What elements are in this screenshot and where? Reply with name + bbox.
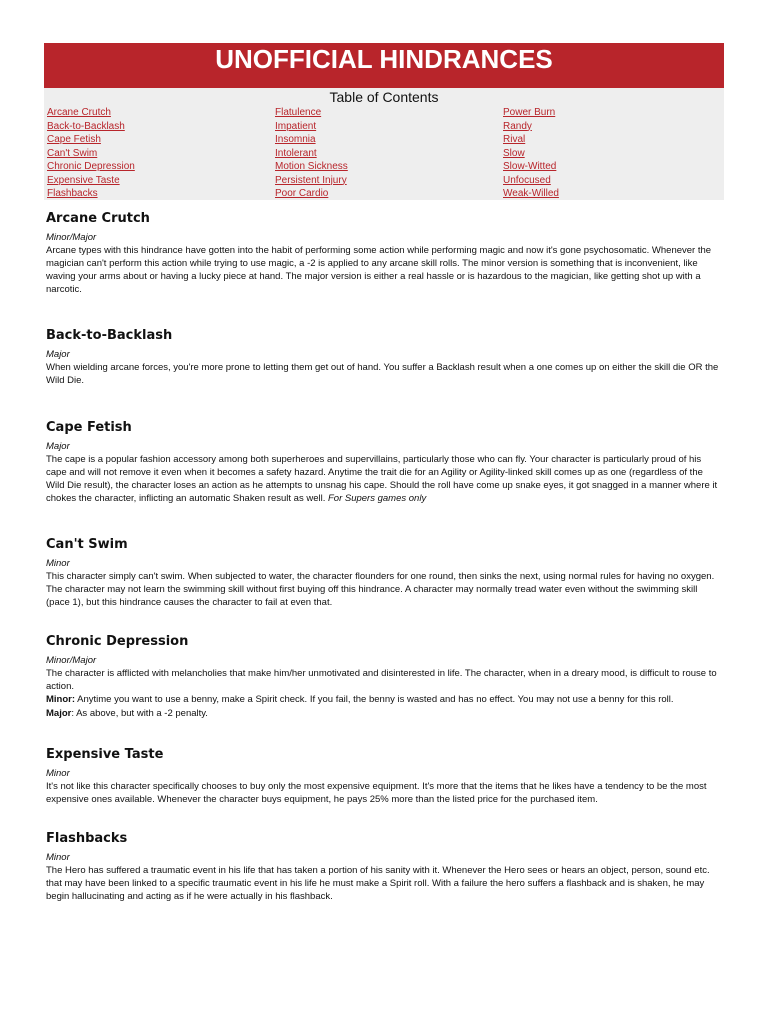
hindrance-entry	[46, 830, 722, 903]
minor-text: Anytime you want to use a benny, make a Spirit check. If you fail, the benny is wasted and has no effect. You may not use a benny for this roll.	[75, 694, 674, 706]
hindrance-severity: Minor/Major	[46, 655, 97, 667]
hindrance-text: The cape is a popular fashion accessory among both superheroes and supervillains, particularly those who can fly. Your character is particularly proud of his cape and will not remove it even when it becomes a safety hazard. Anytime the trait die for an Agility or Agility-linked skill comes up as one (regardless of the Wild Die result), the character loses an action as he attempts to unsnag his cape. Should the roll have come up snake eyes, it got snagged in a manner where it chokes the character, inflicting an automatic Shaken result as well.	[46, 453, 718, 504]
toc-link[interactable]: Can't Swim	[47, 147, 98, 159]
toc-link[interactable]: Insomnia	[275, 134, 316, 145]
toc-link[interactable]: Slow	[503, 147, 525, 159]
hindrance-severity: Minor	[46, 767, 70, 779]
hindrance-entry	[46, 210, 722, 296]
toc-link[interactable]: Flatulence	[275, 107, 322, 118]
toc-link[interactable]: Expensive Taste	[47, 174, 120, 186]
toc-link[interactable]: Power Burn	[503, 107, 556, 118]
hindrance-heading: Flashbacks	[46, 830, 128, 846]
hindrance-heading: Arcane Crutch	[46, 211, 150, 226]
toc-link[interactable]: Flashbacks	[47, 188, 98, 199]
toc-link[interactable]: Back-to-Backlash	[47, 120, 125, 132]
hindrance-severity: Minor	[46, 557, 70, 569]
hindrance-description: When wielding arcane forces, you're more prone to letting them get out of hand. You suffer a Backlash result when a one comes up on either the skill die OR the Wild Die.	[46, 362, 719, 387]
hindrance-entry	[46, 633, 722, 719]
toc-link[interactable]: Arcane Crutch	[47, 107, 111, 118]
minor-label: Minor:	[46, 694, 76, 706]
hindrance-heading: Back-to-Backlash	[46, 328, 173, 344]
major-text: : As above, but with a -2 penalty.	[71, 707, 208, 719]
hindrance-description: This character simply can't swim. When subjected to water, the character flounders for one round, then sinks the next, using normal rules for having no oxygen. The character may not learn the swimming skill without first buying off this hindrance. A character may normally tread water even without the swimming skill (pace 1), but this hindrance causes the character to fail at even that.	[46, 570, 715, 609]
page-title: UNOFFICIAL HINDRANCES	[215, 44, 553, 74]
hindrance-list	[46, 210, 722, 903]
toc-link[interactable]: Weak-Willed	[503, 188, 559, 199]
toc-column-2	[275, 106, 475, 201]
toc-link[interactable]: Intolerant	[275, 147, 317, 159]
hindrance-heading: Can't Swim	[46, 536, 128, 552]
page-title-banner	[44, 43, 724, 88]
hindrance-entry	[46, 746, 722, 806]
hindrance-description: It's not like this character specifically chooses to buy only the most expensive equipment. It's more that the items that he likes have a tendency to be the most expensive ones available. Whenever the character buys equipment, he pays 25% more than the listed price for the purchased item.	[46, 780, 707, 805]
toc-link[interactable]: Persistent Injury	[275, 174, 347, 186]
toc-link[interactable]: Chronic Depression	[47, 161, 135, 172]
hindrance-severity: Major	[46, 349, 70, 361]
toc-link[interactable]: Cape Fetish	[47, 134, 101, 145]
toc-link[interactable]: Poor Cardio	[275, 188, 329, 199]
hindrance-note: For Supers games only	[327, 492, 427, 504]
toc-link[interactable]: Randy	[503, 120, 532, 132]
hindrance-description	[46, 453, 722, 505]
table-of-contents	[44, 88, 724, 200]
hindrance-entry	[46, 327, 722, 387]
hindrance-heading: Chronic Depression	[46, 634, 189, 650]
hindrance-heading: Cape Fetish	[46, 419, 132, 435]
hindrance-major-rule	[46, 707, 722, 720]
toc-heading: Table of Contents	[329, 89, 439, 105]
toc-link[interactable]: Slow-Witted	[503, 161, 557, 172]
toc-column-1	[47, 106, 247, 201]
hindrance-severity: Minor	[46, 851, 70, 863]
toc-link[interactable]: Motion Sickness	[275, 161, 348, 172]
hindrance-heading: Expensive Taste	[46, 746, 164, 762]
hindrance-description: The character is afflicted with melancholies that make him/her unmotivated and disinterested in life. The character, when in a dreary mood, is difficult to rouse to action.	[46, 668, 717, 693]
hindrance-severity: Minor/Major	[46, 232, 97, 243]
toc-link[interactable]: Impatient	[275, 120, 317, 132]
toc-link[interactable]: Unfocused	[503, 174, 551, 186]
major-label: Major	[46, 707, 72, 719]
hindrance-description: Arcane types with this hindrance have gotten into the habit of performing some action while performing magic and now it's gone psychosomatic. Whenever the magician can't perform this action while trying to use magic, a -2 is applied to any arcane skill rolls. The minor version is something that is inconvenient, like waving your arms about or having a lucky piece at hand. The major version is either a real hassle or is hazardous to the magician, like getting shot up with a narcotic.	[46, 245, 712, 296]
hindrance-description: The Hero has suffered a traumatic event in his life that has taken a portion of his sanity with it. Whenever the Hero sees or hears an object, person, sound etc. that may have been linked to a specific traumatic event in his life he must make a Spirit roll. With a failure the hero suffers a flashback and is shaken, he may begin hallucinating and acting as if he were actually in his flashback.	[46, 864, 710, 902]
toc-column-3	[503, 106, 703, 201]
hindrance-minor-rule	[46, 693, 722, 706]
toc-link[interactable]: Rival	[503, 134, 526, 145]
hindrance-entry	[46, 419, 722, 505]
hindrance-entry	[46, 536, 722, 609]
hindrance-severity: Major	[46, 440, 70, 452]
